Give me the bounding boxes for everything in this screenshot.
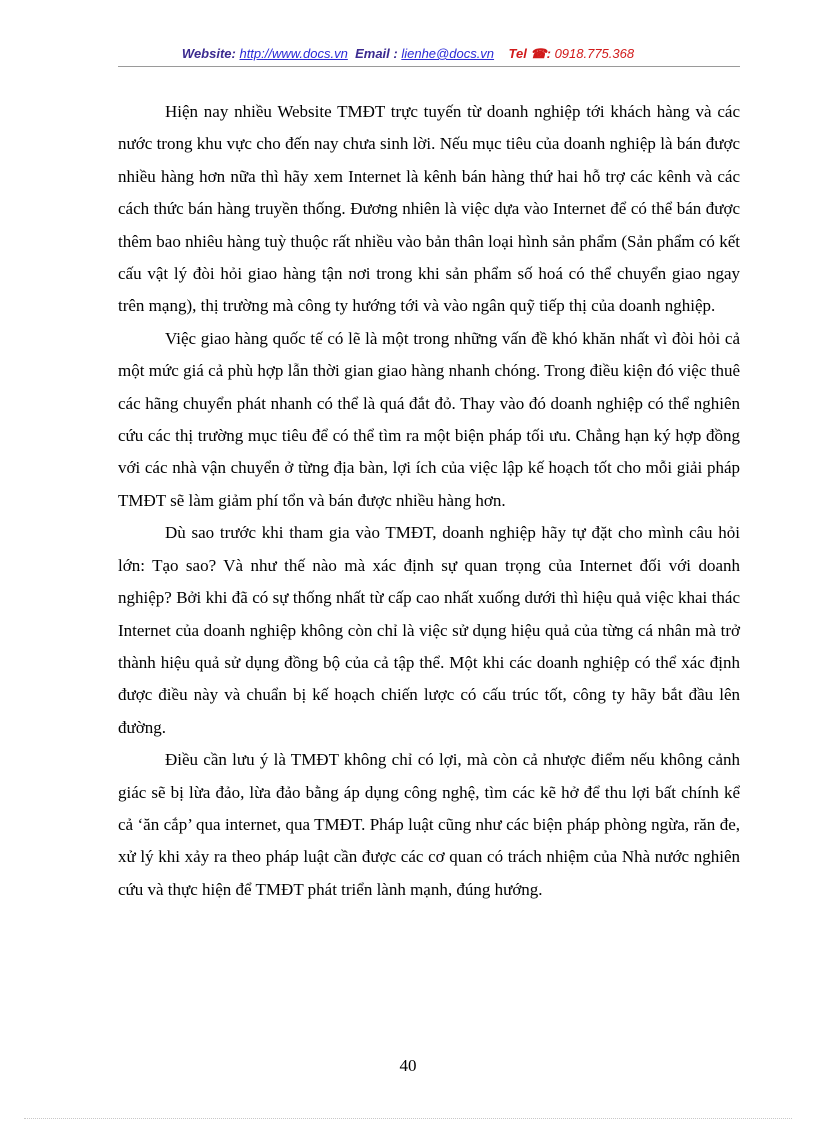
document-body bbox=[118, 96, 740, 906]
email-label: Email : bbox=[355, 46, 398, 61]
website-link[interactable]: http://www.docs.vn bbox=[239, 46, 348, 61]
header-rule bbox=[118, 66, 740, 67]
paragraph: Việc giao hàng quốc tế có lẽ là một trong những vấn đề khó khăn nhất vì đòi hỏi cả một mức giá cả phù hợp lẫn thời gian giao hàng nhanh chóng. Trong điều kiện đó việc thuê các hãng chuyển phát nhanh có thể là quá đắt đỏ. Thay vào đó doanh nghiệp có thể nghiên cứu các thị trường mục tiêu để có thể tìm ra một biện pháp tối ưu. Chẳng hạn ký hợp đồng với các nhà vận chuyển ở từng địa bàn, lợi ích của việc lập kế hoạch tốt cho mỗi giải pháp TMĐT sẽ làm giảm phí tổn và bán được nhiều hàng hơn. bbox=[118, 328, 740, 510]
email-link[interactable]: lienhe@docs.vn bbox=[401, 46, 495, 61]
page-bottom-border bbox=[24, 1118, 792, 1119]
paragraph: Điều cần lưu ý là TMĐT không chỉ có lợi, mà còn cả nhược điểm nếu không cảnh giác sẽ bị lừa đảo, lừa đảo bằng áp dụng công nghệ, tìm các kẽ hở để thu lợi bất chính kể cả ‘ăn cắp’ qua internet, qua TMĐT. Pháp luật cũng như các biện pháp phòng ngừa, răn đe, xử lý khi xảy ra theo pháp luật cần được các cơ quan có trách nhiệm của Nhà nước nghiên cứu và thực hiện để TMĐT phát triển lành mạnh, đúng hướng. bbox=[118, 750, 740, 899]
tel-number: 0918.775.368 bbox=[554, 46, 635, 61]
website-label: Website: bbox=[181, 46, 236, 61]
paragraph: Hiện nay nhiều Website TMĐT trực tuyến từ doanh nghiệp tới khách hàng và các nước trong khu vực cho đến nay chưa sinh lời. Nếu mục tiêu của doanh nghiệp là bán được nhiều hàng hơn nữa thì hãy xem Internet là kênh bán hàng thứ hai hỗ trợ các kênh và các cách thức bán hàng truyền thống. Đương nhiên là việc dựa vào Internet để có thể bán được thêm bao nhiêu hàng tuỳ thuộc rất nhiều vào bản thân loại hình sản phẩm (Sản phẩm có kết cấu vật lý đòi hỏi giao hàng tận nơi trong khi sản phẩm số hoá có thể chuyển giao ngay trên mạng), thị trường mà công ty hướng tới và vào ngân quỹ tiếp thị của doanh nghiệp. bbox=[118, 102, 740, 316]
page-number: 40 bbox=[399, 1056, 417, 1075]
paragraph: Dù sao trước khi tham gia vào TMĐT, doanh nghiệp hãy tự đặt cho mình câu hỏi lớn: Tạo sao? Và như thế nào mà xác định sự quan trọng của Internet đối với doanh nghiệp? Bởi khi đã có sự thống nhất từ cấp cao nhất xuống dưới thì hiệu quả việc khai thác Internet của doanh nghiệp không còn chỉ là việc sử dụng hiệu quả của từng cá nhân mà trở thành hiệu quả sử dụng đồng bộ của cả tập thể. Một khi các doanh nghiệp có thể xác định được điều này và chuẩn bị kế hoạch chiến lược có cấu trúc tốt, công ty hãy bắt đầu lên đường. bbox=[118, 523, 740, 737]
page-header bbox=[0, 46, 816, 62]
tel-label: Tel ☎: bbox=[508, 46, 551, 61]
